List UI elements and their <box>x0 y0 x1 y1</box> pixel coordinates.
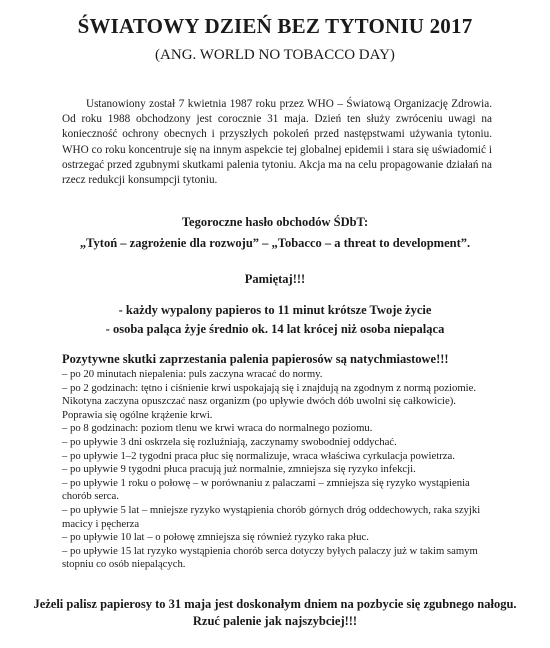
benefit-item: – po upływie 9 tygodni płuca pracują już normalnie, zmniejsza się ryzyko infekcji. <box>62 463 416 476</box>
benefit-item: – po upływie 1 roku o połowę – w porównaniu z palaczami – zmniejsza się ryzyko wystąpienia chorób serca. <box>62 476 470 503</box>
benefit-item: – po 8 godzinach: poziom tlenu we krwi wraca do normalnego poziomu. <box>62 422 373 435</box>
document-title: ŚWIATOWY DZIEŃ BEZ TYTONIU 2017 <box>77 14 473 38</box>
benefit-item: – po upływie 5 lat – mniejsze ryzyko wystąpienia chorób górnych dróg oddechowych, raka szyjki macicy i pęcherza <box>62 503 481 530</box>
benefit-item: – po upływie 15 lat ryzyko wystąpienia chorób serca dotyczy byłych palaczy już w takim samym stopniu co osób niepalących. <box>62 544 478 571</box>
benefit-item: – po 20 minutach niepalenia: puls zaczyna wracać do normy. <box>62 368 323 380</box>
benefit-item: – po upływie 1–2 tygodni praca płuc się normalizuje, wraca właściwa cyrkulacja powietrza. <box>62 449 455 462</box>
benefit-item: – po upływie 10 lat – o połowę zmniejsza się również ryzyko raka płuc. <box>62 531 369 544</box>
remember-heading: Pamiętaj!!! <box>244 272 306 286</box>
benefits-list <box>62 368 494 572</box>
slogan-heading: Tegoroczne hasło obchodów ŚDbT: <box>181 215 369 229</box>
intro-paragraph: Ustanowiony został 7 kwietnia 1987 roku przez WHO – Światową Organizację Zdrowia. Od roku 1988 obchodzony jest corocznie 31 maja. Dzień ten służy zwróceniu uwagi na konieczność ochrony obecnych i przyszłych pokoleń przed następstwami używania tytoniu. WHO co roku koncentruje się na innym aspekcie tej globalnej epidemii i stara się uświadomić i ostrzegać przed zgubnymi skutkami palenia tytoniu. Akcja ma na celu propagowanie działań na rzecz redukcji konsumpcji tytoniu. <box>62 98 492 187</box>
benefits-heading: Pozytywne skutki zaprzestania palenia papierosów są natychmiastowe!!! <box>62 352 449 366</box>
slogan-text: „Tytoń – zagrożenie dla rozwoju” – „Tobacco – a threat to development”. <box>79 236 471 250</box>
benefit-item: – po upływie 3 dni oskrzela się rozluźniają, zaczynamy swobodniej oddychać. <box>62 435 397 448</box>
remember-line-1: - każdy wypalony papieros to 11 minut krótsze Twoje życie <box>118 303 432 317</box>
benefit-item: – po 2 godzinach: tętno i ciśnienie krwi uspokajają się i znajdują na zgodnym z normą poziomie. Nikotyna zaczyna opuszczać nasz organizm (po upływie dwóch dób uwolni się całkowicie). Poprawia się ogólne krążenie krwi. <box>62 381 477 421</box>
remember-line-2: - osoba paląca żyje średnio ok. 14 lat krócej niż osoba niepaląca <box>105 322 445 336</box>
final-call-line-2: Rzuć palenie jak najszybciej!!! <box>192 614 358 628</box>
final-call-line-1: Jeżeli palisz papierosy to 31 maja jest doskonałym dniem na pozbycie się zgubnego nałogu. <box>33 597 517 611</box>
document-subtitle: (ANG. WORLD NO TOBACCO DAY) <box>155 47 395 63</box>
